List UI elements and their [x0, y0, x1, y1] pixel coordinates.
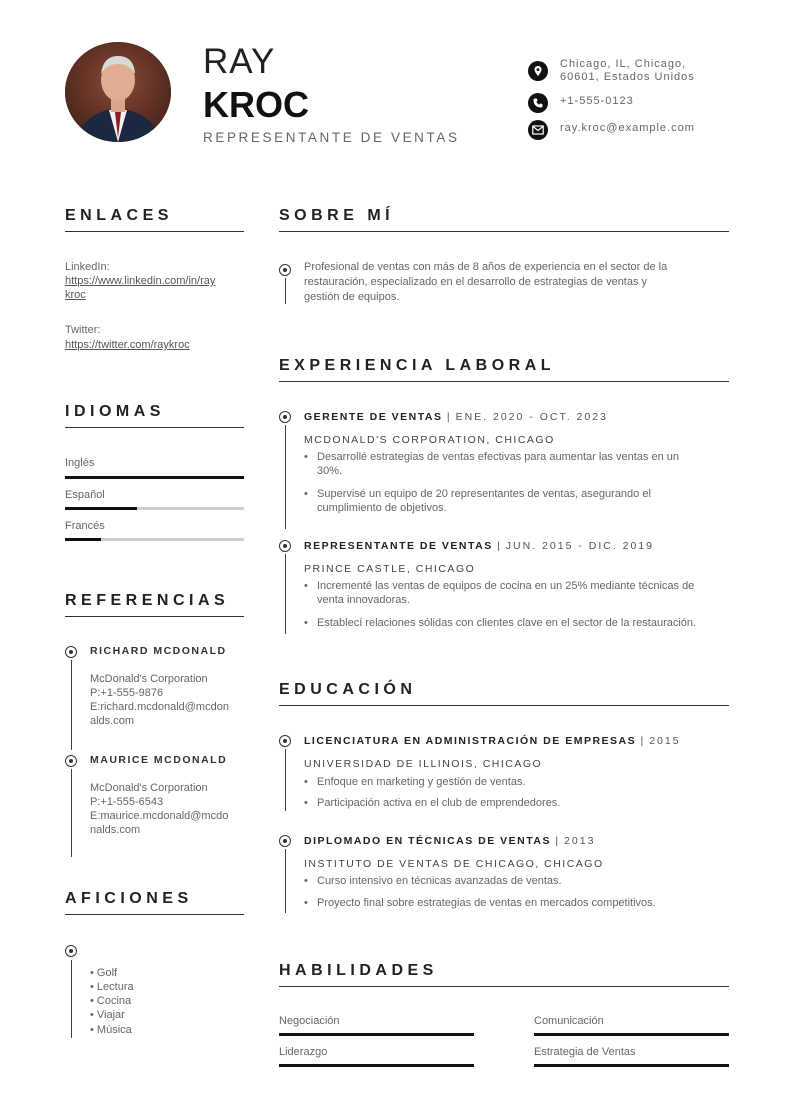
languages-heading: IDIOMAS — [65, 403, 165, 420]
skill-name: Liderazgo — [279, 1046, 328, 1058]
skill-level-track — [534, 1033, 729, 1036]
language-level-track — [65, 507, 244, 510]
timeline-line — [285, 425, 286, 529]
degree-year: 2013 — [564, 835, 596, 847]
twitter-label: Twitter: — [65, 324, 101, 336]
education-entry-title — [304, 735, 681, 747]
hobbies-heading: AFICIONES — [65, 890, 193, 907]
bullet-dot: • — [304, 875, 308, 887]
skill-level-fill — [534, 1064, 729, 1067]
hobby-item: • Golf — [90, 967, 118, 979]
last-name: KROC — [203, 84, 309, 125]
job-role: GERENTE DE VENTAS — [304, 411, 443, 423]
language-name: Inglés — [65, 457, 95, 469]
timeline-line — [285, 849, 286, 913]
language-level-fill — [65, 507, 137, 510]
about-divider — [279, 231, 729, 232]
timeline-dot-icon — [279, 411, 291, 423]
timeline-dot-icon — [65, 755, 77, 767]
timeline-line — [285, 554, 286, 634]
job-company: PRINCE CASTLE, CHICAGO — [304, 563, 476, 575]
hobby-item: • Lectura — [90, 981, 134, 993]
separator: | — [555, 835, 560, 847]
education-bullet: Proyecto final sobre estrategias de ventas en mercados competitivos. — [317, 897, 656, 909]
language-name: Francés — [65, 520, 105, 532]
job-bullet: Supervisé un equipo de 20 representantes de ventas, asegurando el — [317, 488, 651, 500]
email-address[interactable]: ray.kroc@example.com — [560, 122, 695, 134]
job-entry-title — [304, 540, 654, 552]
hobby-item: • Viajar — [90, 1009, 125, 1021]
phone-number: +1-555-0123 — [560, 95, 634, 107]
education-divider — [279, 705, 729, 706]
skill-level-fill — [534, 1033, 729, 1036]
job-date: JUN. 2015 - DIC. 2019 — [505, 540, 655, 552]
timeline-dot-icon — [279, 264, 291, 276]
about-text: gestión de equipos. — [304, 291, 400, 303]
reference-company: McDonald's Corporation — [90, 782, 208, 794]
job-entry-title — [304, 411, 608, 423]
job-title: REPRESENTANTE DE VENTAS — [203, 130, 460, 145]
language-level-fill — [65, 538, 101, 541]
language-level-track — [65, 538, 244, 541]
reference-name: RICHARD MCDONALD — [90, 645, 227, 657]
separator: | — [497, 540, 502, 552]
hobby-item: • Cocina — [90, 995, 132, 1007]
linkedin-link[interactable]: https://www.linkedin.com/in/ray — [65, 275, 216, 287]
skill-level-fill — [279, 1033, 474, 1036]
timeline-dot-icon — [279, 735, 291, 747]
timeline-line — [285, 278, 286, 304]
about-heading: SOBRE MÍ — [279, 207, 395, 224]
school-name: UNIVERSIDAD DE ILLINOIS, CHICAGO — [304, 758, 543, 770]
skill-name: Negociación — [279, 1015, 340, 1027]
language-name: Español — [65, 489, 105, 501]
timeline-line — [285, 749, 286, 811]
links-divider — [65, 231, 244, 232]
languages-divider — [65, 427, 244, 428]
timeline-line — [71, 660, 72, 750]
reference-name: MAURICE MCDONALD — [90, 754, 228, 766]
references-divider — [65, 616, 244, 617]
job-date: ENE. 2020 - OCT. 2023 — [455, 411, 608, 423]
job-bullet: Desarrollé estrategias de ventas efectivas para aumentar las ventas en un — [317, 451, 679, 463]
skills-heading: HABILIDADES — [279, 962, 438, 979]
address-line-2: 60601, Estados Unidos — [560, 71, 695, 83]
address-line-1: Chicago, IL, Chicago, — [560, 58, 687, 70]
language-level-track — [65, 476, 244, 479]
first-name: RAY — [203, 42, 276, 81]
location-pin-icon — [528, 61, 548, 81]
skill-level-track — [279, 1033, 474, 1036]
bullet-dot: • — [304, 797, 308, 809]
bullet-dot: • — [304, 488, 308, 500]
job-bullet-cont: 30%. — [317, 465, 343, 477]
profile-photo — [65, 42, 171, 142]
phone-icon — [528, 93, 548, 113]
timeline-line — [71, 960, 72, 1038]
bullet-dot: • — [304, 451, 308, 463]
hobbies-divider — [65, 914, 244, 915]
skill-name: Estrategia de Ventas — [534, 1046, 636, 1058]
skill-name: Comunicación — [534, 1015, 604, 1027]
timeline-line — [71, 769, 72, 857]
references-heading: REFERENCIAS — [65, 592, 230, 609]
skills-divider — [279, 986, 729, 987]
degree-name: LICENCIATURA EN ADMINISTRACIÓN DE EMPRESAS — [304, 735, 637, 747]
job-bullet: Incrementé las ventas de equipos de cocina en un 25% mediante técnicas de — [317, 580, 695, 592]
education-heading: EDUCACIÓN — [279, 681, 417, 698]
timeline-dot-icon — [279, 835, 291, 847]
separator: | — [640, 735, 645, 747]
skill-level-track — [534, 1064, 729, 1067]
bullet-dot: • — [304, 897, 308, 909]
reference-email-cont: nalds.com — [90, 824, 141, 836]
reference-phone: P:+1-555-6543 — [90, 796, 164, 808]
reference-email: E:maurice.mcdonald@mcdo — [90, 810, 229, 822]
timeline-dot-icon — [65, 945, 77, 957]
bullet-dot: • — [304, 776, 308, 788]
job-role: REPRESENTANTE DE VENTAS — [304, 540, 493, 552]
job-bullet-cont: cumplimiento de objetivos. — [317, 502, 447, 514]
skill-level-track — [279, 1064, 474, 1067]
email-icon — [528, 120, 548, 140]
timeline-dot-icon — [279, 540, 291, 552]
linkedin-link-cont[interactable]: kroc — [65, 289, 86, 301]
linkedin-label: LinkedIn: — [65, 261, 110, 273]
links-heading: ENLACES — [65, 207, 173, 224]
about-text: Profesional de ventas con más de 8 años de experiencia en el sector de la — [304, 261, 668, 273]
job-company: MCDONALD'S CORPORATION, CHICAGO — [304, 434, 555, 446]
about-text: restauración, especializado en el desarrollo de estrategias de ventas y — [304, 276, 648, 288]
bullet-dot: • — [304, 617, 308, 629]
skill-level-fill — [279, 1064, 474, 1067]
twitter-link[interactable]: https://twitter.com/raykroc — [65, 339, 190, 351]
timeline-dot-icon — [65, 646, 77, 658]
separator: | — [446, 411, 452, 423]
reference-phone: P:+1-555-9876 — [90, 687, 164, 699]
hobby-item: • Música — [90, 1024, 132, 1036]
bullet-dot: • — [304, 580, 308, 592]
language-level-fill — [65, 476, 244, 479]
reference-email: E:richard.mcdonald@mcdon — [90, 701, 229, 713]
degree-year: 2015 — [649, 735, 681, 747]
education-bullet: Curso intensivo en técnicas avanzadas de ventas. — [317, 875, 562, 887]
education-bullet: Participación activa en el club de emprendedores. — [317, 797, 561, 809]
job-bullet-cont: venta innovadoras. — [317, 594, 410, 606]
education-entry-title — [304, 835, 595, 847]
reference-email-cont: alds.com — [90, 715, 135, 727]
reference-company: McDonald's Corporation — [90, 673, 208, 685]
job-bullet: Establecí relaciones sólidas con clientes clave en el sector de la restauración. — [317, 617, 697, 629]
degree-name: DIPLOMADO EN TÉCNICAS DE VENTAS — [304, 835, 551, 847]
school-name: INSTITUTO DE VENTAS DE CHICAGO, CHICAGO — [304, 858, 604, 870]
experience-heading: EXPERIENCIA LABORAL — [279, 357, 556, 374]
experience-divider — [279, 381, 729, 382]
education-bullet: Enfoque en marketing y gestión de ventas. — [317, 776, 526, 788]
